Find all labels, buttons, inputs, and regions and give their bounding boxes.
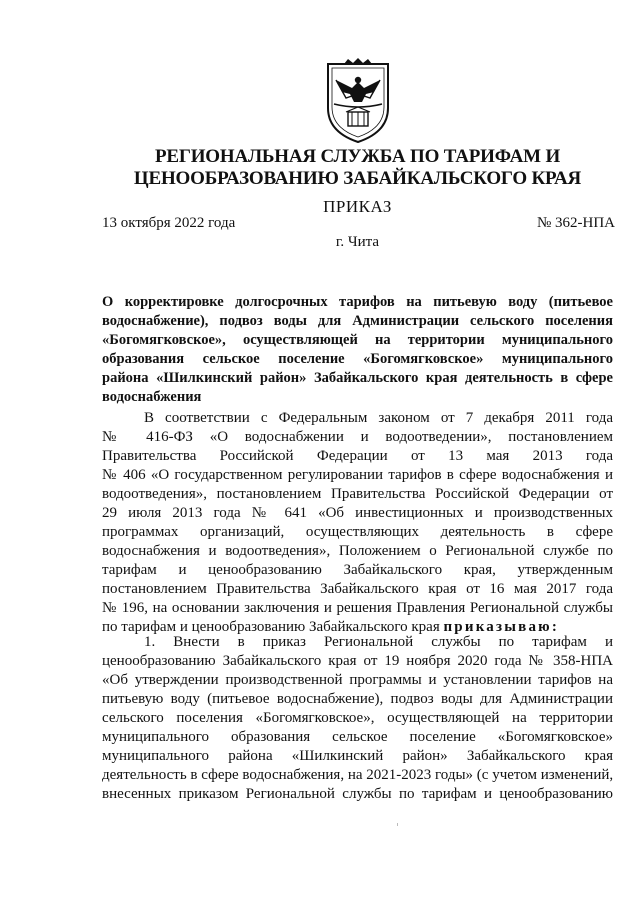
subject-line: О корректировке долгосрочных тарифов на питьевую воду (питьевое: [102, 294, 613, 310]
paragraph-line: «Об утверждении производственной программы и установлении тарифов на: [102, 672, 613, 688]
document-date: 13 октября 2022 года: [102, 215, 236, 231]
paragraph-line: 1. Внести в приказ Региональной службы по тарифам и: [144, 634, 613, 650]
paragraph-line: № 406 «О государственном регулировании тарифов в сфере водоснабжения и: [102, 467, 613, 483]
clause-1-paragraph: [102, 633, 613, 804]
paragraph-line: тарифам и ценообразованию Забайкальского края, утвержденным: [102, 562, 613, 578]
document-number: № 362-НПА: [536, 215, 615, 231]
paragraph-line: Правительства Российской Федерации от 13 мая 2013 года: [102, 448, 613, 464]
paragraph-line: муниципального образования сельское поселение «Богомягковское»: [102, 729, 613, 745]
coat-of-arms-icon: [322, 58, 394, 144]
subject-line: водоснабжения: [102, 389, 202, 405]
document-city: г. Чита: [335, 234, 380, 250]
organization-title: [100, 146, 615, 190]
scan-artifact-dot: [397, 823, 398, 826]
paragraph-line: муниципального района «Шилкинский район» Забайкальского края: [102, 748, 613, 764]
paragraph-line: постановлением Правительства Забайкальского края от 16 мая 2017 года: [102, 581, 613, 597]
order-keyword: приказываю:: [443, 619, 560, 635]
paragraph-line: деятельность в сфере водоснабжения, на 2021-2023 годы» (с учетом изменений,: [102, 767, 614, 783]
paragraph-line: водоотведения», постановлением Правительства Российской Федерации от: [102, 486, 613, 502]
paragraph-line: программах организаций, осуществляющих деятельность в сфере: [102, 524, 613, 540]
paragraph-line: ценообразованию Забайкальского края от 19 ноября 2020 года № 358-НПА: [102, 653, 613, 669]
document-type: ПРИКАЗ: [323, 197, 392, 216]
paragraph-line-text: по тарифам и ценообразованию Забайкальского края: [102, 619, 444, 635]
subject-line: района «Шилкинский район» Забайкальского края деятельность в сфере: [102, 370, 613, 386]
subject-line: водоснабжение), подвоз воды для Администрации сельского поселения: [102, 313, 613, 329]
paragraph-line: № 416-ФЗ «О водоснабжении и водоотведении», постановлением: [102, 429, 613, 445]
preamble-paragraph: [102, 409, 613, 637]
subject-line: образования сельское поселение «Богомягковское» муниципального: [102, 351, 613, 367]
organization-title-line-2: ЦЕНООБРАЗОВАНИЮ ЗАБАЙКАЛЬСКОГО КРАЯ: [133, 168, 582, 189]
paragraph-line: сельского поселения «Богомягковское», осуществляющей на территории: [102, 710, 613, 726]
paragraph-line: 29 июля 2013 года № 641 «Об инвестиционных и производственных: [102, 505, 613, 521]
paragraph-line: внесенных приказом Региональной службы по тарифам и ценообразованию: [102, 786, 613, 802]
document-subject: [102, 293, 613, 407]
paragraph-line: В соответствии с Федеральным законом от 7 декабря 2011 года: [144, 410, 613, 426]
paragraph-line: № 196, на основании заключения и решения Правления Региональной службы: [102, 600, 613, 616]
organization-title-line-1: РЕГИОНАЛЬНАЯ СЛУЖБА ПО ТАРИФАМ И: [154, 146, 561, 167]
paragraph-line: водоснабжения и водоотведения», Положением о Региональной службе по: [102, 543, 613, 559]
subject-line: «Богомягковское», осуществляющей на территории муниципального: [102, 332, 613, 348]
paragraph-line: питьевую воду (питьевое водоснабжение), подвоз воды для Администрации: [102, 691, 613, 707]
